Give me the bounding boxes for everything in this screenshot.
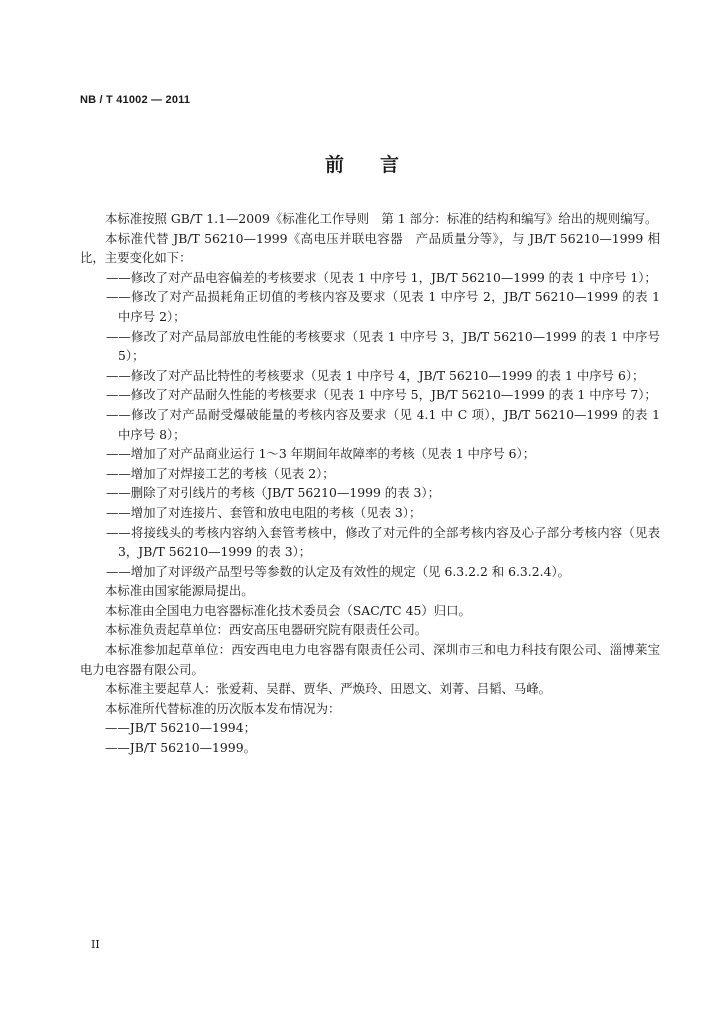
history-item: ——JB/T 56210—1994； [105, 720, 256, 736]
paragraph: 本标准主要起草人：张爱莉、吴群、贾华、严焕玲、田恩文、刘菁、吕韬、马峰。 [105, 681, 552, 697]
paragraph: 本标准所代替标准的历次版本发布情况为： [105, 700, 341, 716]
paragraph: 本标准代替 JB/T 56210—1999《高电压并联电容器 产品质量分等》，与 JB/T 56210—1999 相比，主要变化如下： [80, 230, 660, 266]
page-number: II [91, 938, 100, 951]
history-item: ——JB/T 56210—1999。 [105, 740, 256, 756]
page-title: 前言 [324, 154, 435, 176]
paragraph: 本标准按照 GB/T 1.1—2009《标准化工作导则 第 1 部分：标准的结构和编写》给出的规则编写。 [105, 211, 658, 226]
change-item: ——增加了对产品商业运行 1～3 年期间年故障率的考核（见表 1 中序号 6）； [106, 446, 536, 462]
paragraph: 本标准参加起草单位：西安西电电力电容器有限责任公司、深圳市三和电力科技有限公司、淄博莱宝电力电容器有限公司。 [80, 642, 660, 677]
change-item: ——修改了对产品比特性的考核要求（见表 1 中序号 4，JB/T 56210—1999 的表 1 中序号 6）； [106, 367, 645, 383]
change-item: ——增加了对焊接工艺的考核（见表 2）； [106, 465, 335, 481]
change-item: ——增加了对评级产品型号等参数的认定及有效性的规定（见 6.3.2.2 和 6.3.2.4）。 [106, 563, 571, 579]
change-item: ——删除了对引线片的考核（JB/T 56210—1999 的表 3）； [106, 485, 440, 501]
change-item: ——增加了对连接片、套管和放电电阻的考核（见表 3）； [106, 504, 422, 520]
change-item: ——修改了对产品耐久性能的考核要求（见表 1 中序号 5，JB/T 56210—1999 的表 1 中序号 7）； [106, 387, 657, 403]
change-item: ——修改了对产品电容偏差的考核要求（见表 1 中序号 1，JB/T 56210—1999 的表 1 中序号 1）； [106, 269, 657, 285]
change-item: ——修改了对产品耐受爆破能量的考核内容及要求（见 4.1 中 C 项），JB/T 56210—1999 的表 1 中序号 8）； [106, 406, 660, 442]
paragraph: 本标准由全国电力电容器标准化技术委员会（SAC/TC 45）归口。 [105, 602, 471, 618]
paragraph: 本标准负责起草单位：西安高压电器研究院有限责任公司。 [105, 622, 428, 638]
change-item: ——修改了对产品损耗角正切值的考核内容及要求（见表 1 中序号 2，JB/T 56210—1999 的表 1 中序号 2）； [106, 289, 660, 324]
standard-code: NB / T 41002 — 2011 [80, 94, 191, 106]
change-item: ——将接线头的考核内容纳入套管考核中，修改了对元件的全部考核内容及心子部分考核内容（见表 3，JB/T 56210—1999 的表 3）； [106, 524, 660, 560]
foreword-body [80, 209, 660, 758]
paragraph: 本标准由国家能源局提出。 [105, 583, 254, 599]
change-item: ——修改了对产品局部放电性能的考核要求（见表 1 中序号 3，JB/T 56210—1999 的表 1 中序号 5）； [106, 328, 660, 364]
